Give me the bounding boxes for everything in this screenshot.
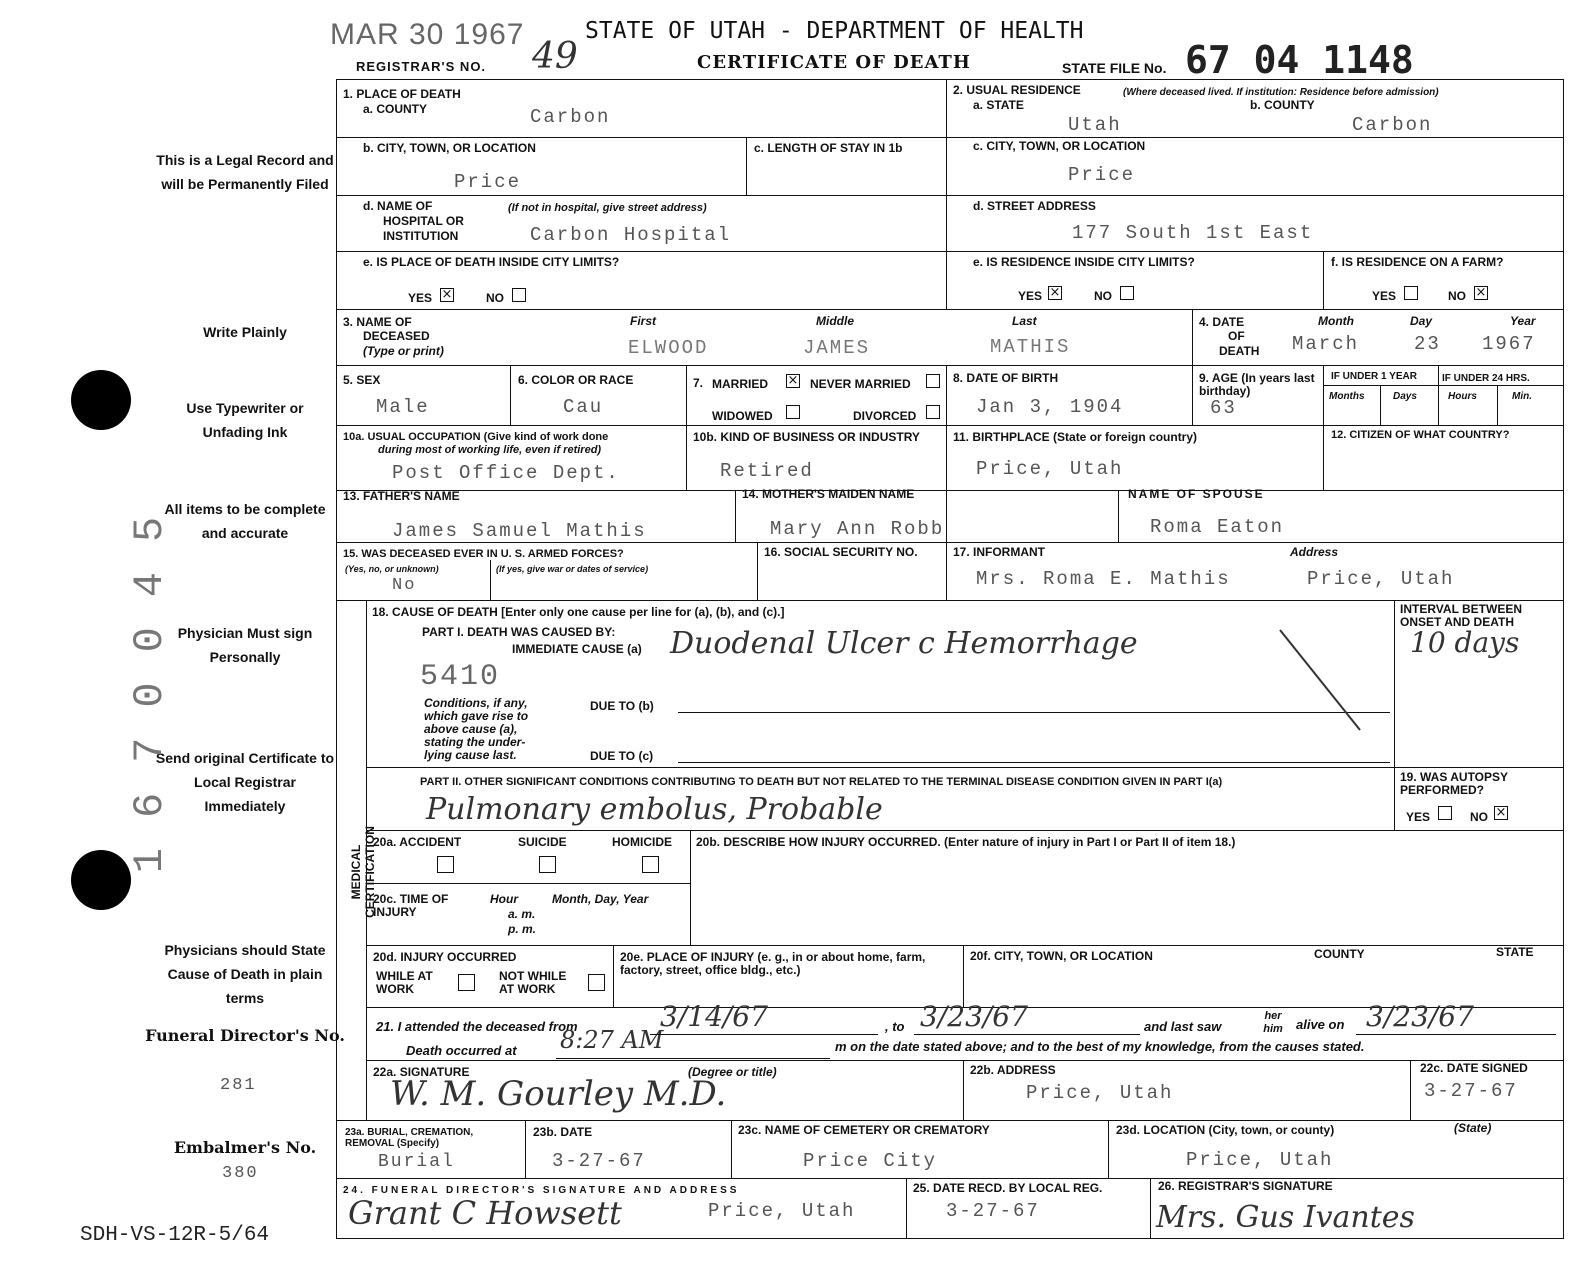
label-while-at-work: WHILE AT WORK bbox=[376, 969, 433, 996]
label-armed-forces-a: (Yes, no, or unknown) bbox=[345, 564, 439, 574]
label-name-of-deceased: 3. NAME OF bbox=[343, 315, 412, 329]
death-month-value: March bbox=[1292, 333, 1360, 355]
label-informant: 17. INFORMANT bbox=[953, 545, 1046, 559]
funeral-director-label: Funeral Director's No. bbox=[145, 1026, 345, 1045]
checkbox-married[interactable]: × bbox=[787, 373, 799, 388]
spouse-value: Roma Eaton bbox=[1150, 516, 1285, 538]
date-recd-value: 3-27-67 bbox=[946, 1200, 1040, 1222]
mother-value: Mary Ann Robb bbox=[770, 518, 945, 540]
label-length-of-stay: c. LENGTH OF STAY IN 1b bbox=[754, 141, 903, 155]
label-occurred-rest: m on the date stated above; and to the best of my knowledge, from the causes stated. bbox=[835, 1039, 1365, 1054]
certificate-title: CERTIFICATE OF DEATH bbox=[697, 52, 971, 73]
label-injury-county: COUNTY bbox=[1314, 947, 1365, 961]
phys-address-value: Price, Utah bbox=[1026, 1082, 1174, 1104]
death-day-value: 23 bbox=[1414, 333, 1441, 355]
label-year: Year bbox=[1510, 314, 1536, 328]
middle-name-value: JAMES bbox=[803, 337, 871, 359]
label-yes-autopsy: YES bbox=[1406, 810, 1431, 824]
label-race: 6. COLOR OR RACE bbox=[518, 373, 634, 387]
business-value: Retired bbox=[720, 460, 814, 482]
date-signed-value: 3-27-67 bbox=[1424, 1080, 1518, 1102]
label-institution: INSTITUTION bbox=[383, 229, 459, 243]
birthplace-value: Price, Utah bbox=[976, 458, 1124, 480]
checkbox-not-while-at-work[interactable] bbox=[588, 974, 605, 991]
label-business: 10b. KIND OF BUSINESS OR INDUSTRY bbox=[693, 430, 920, 444]
street-value: 177 South 1st East bbox=[1072, 222, 1314, 244]
immediate-cause-value: Duodenal Ulcer c Hemorrhage bbox=[670, 626, 1138, 661]
res-state-value: Utah bbox=[1068, 114, 1122, 136]
label-residence-note: (Where deceased lived. If institution: Residence before admission) bbox=[1123, 87, 1439, 98]
label-injury-occurred: 20d. INJURY OCCURRED bbox=[373, 950, 517, 964]
label-under-1-year: IF UNDER 1 YEAR bbox=[1331, 371, 1417, 382]
registrar-signature: Mrs. Gus Ivantes bbox=[1156, 1200, 1415, 1235]
medical-certification-label: MEDICAL CERTIFICATION bbox=[349, 826, 377, 918]
legal-record-note: This is a Legal Record and will be Permanently Filed bbox=[156, 152, 334, 192]
informant-value: Mrs. Roma E. Mathis bbox=[976, 568, 1231, 590]
write-plainly-note: Write Plainly bbox=[203, 324, 287, 340]
label-time-of-injury: 20c. TIME OF INJURY bbox=[373, 892, 449, 919]
label-occupation-2: during most of working life, even if retired) bbox=[378, 444, 602, 456]
label-res-county: b. COUNTY bbox=[1250, 98, 1315, 112]
form-code: SDH-VS-12R-5/64 bbox=[80, 1224, 270, 1247]
typewriter-note: Use Typewriter or Unfading Ink bbox=[186, 400, 304, 440]
registrar-no: 49 bbox=[532, 36, 578, 77]
label-last-saw: and last saw bbox=[1144, 1019, 1222, 1034]
funeral-director-no: 281 bbox=[220, 1076, 257, 1095]
label-city: b. CITY, TOWN, OR LOCATION bbox=[363, 141, 536, 155]
label-funeral-director-sig: 24. FUNERAL DIRECTOR'S SIGNATURE AND ADDRESS bbox=[343, 1185, 740, 1196]
label-armed-forces: 15. WAS DECEASED EVER IN U. S. ARMED FORCES? bbox=[343, 548, 624, 560]
cemetery-value: Price City bbox=[803, 1150, 938, 1172]
physician-signature: W. M. Gourley M.D. bbox=[390, 1074, 727, 1114]
label-spouse: NAME OF SPOUSE bbox=[1128, 487, 1265, 501]
checkbox-suicide[interactable] bbox=[539, 856, 556, 873]
punch-hole-top bbox=[71, 370, 131, 430]
funeral-director-signature: Grant C Howsett bbox=[348, 1194, 622, 1232]
label-conditions-1: Conditions, if any, bbox=[424, 696, 528, 710]
interval-value: 10 days bbox=[1410, 626, 1520, 659]
father-value: James Samuel Mathis bbox=[392, 520, 647, 542]
label-citizen: 12. CITIZEN OF WHAT COUNTRY? bbox=[1331, 429, 1510, 441]
label-alive-on: alive on bbox=[1296, 1017, 1345, 1032]
burial-value: Burial bbox=[378, 1152, 455, 1172]
hospital-value: Carbon Hospital bbox=[530, 224, 732, 246]
label-divorced: DIVORCED bbox=[853, 409, 917, 423]
death-time-value: 8:27 AM bbox=[560, 1026, 664, 1054]
label-attended: 21. I attended the deceased from bbox=[376, 1019, 578, 1034]
label-no-2f: NO bbox=[1448, 289, 1466, 303]
label-yes-2e: YES bbox=[1018, 289, 1043, 303]
label-months: Months bbox=[1329, 391, 1365, 402]
label-autopsy: 19. WAS AUTOPSY PERFORMED? bbox=[1400, 770, 1508, 797]
attended-from-value: 3/14/67 bbox=[660, 1000, 768, 1033]
label-part-1: PART I. DEATH WAS CAUSED BY: bbox=[422, 625, 616, 639]
checkbox-autopsy-no[interactable]: × bbox=[1495, 805, 1507, 820]
label-street: d. STREET ADDRESS bbox=[973, 199, 1096, 213]
age-value: 63 bbox=[1210, 397, 1237, 419]
label-yes-2f: YES bbox=[1372, 289, 1397, 303]
label-no-autopsy: NO bbox=[1470, 810, 1488, 824]
label-injury-city: 20f. CITY, TOWN, OR LOCATION bbox=[970, 949, 1153, 963]
first-name-value: ELWOOD bbox=[628, 337, 709, 359]
label-hours: Hours bbox=[1448, 391, 1477, 402]
checkbox-widowed[interactable] bbox=[786, 405, 800, 419]
label-her-him: her him bbox=[1263, 1010, 1283, 1035]
res-city-value: Price bbox=[1068, 164, 1136, 186]
punch-hole-bottom bbox=[71, 850, 131, 910]
label-7: 7. bbox=[693, 376, 704, 390]
complete-note: All items to be complete and accurate bbox=[164, 501, 326, 541]
label-conditions-3: above cause (a), bbox=[424, 722, 518, 736]
city-value: Price bbox=[454, 171, 522, 193]
send-original-note: Send original Certificate to Local Registrar Immediately bbox=[155, 750, 335, 814]
label-due-to-c: DUE TO (c) bbox=[590, 749, 654, 763]
label-sex: 5. SEX bbox=[343, 373, 381, 387]
county-value: Carbon bbox=[530, 106, 611, 128]
armed-forces-value: No bbox=[392, 576, 417, 595]
checkbox-2e-no[interactable] bbox=[1120, 286, 1134, 300]
label-res-state: a. STATE bbox=[973, 98, 1024, 112]
checkbox-never-married[interactable] bbox=[926, 374, 940, 388]
label-of: OF bbox=[1228, 329, 1245, 343]
label-conditions-5: lying cause last. bbox=[424, 748, 517, 762]
label-armed-forces-b: (If yes, give war or dates of service) bbox=[496, 564, 649, 574]
label-birthplace: 11. BIRTHPLACE (State or foreign country) bbox=[953, 430, 1198, 444]
informant-address-value: Price, Utah bbox=[1307, 568, 1455, 590]
funeral-director-address: Price, Utah bbox=[708, 1200, 856, 1222]
label-res-inside-city: e. IS RESIDENCE INSIDE CITY LIMITS? bbox=[973, 255, 1195, 269]
embalmer-label: Embalmer's No. bbox=[173, 1138, 317, 1157]
label-mdy: Month, Day, Year bbox=[552, 892, 649, 906]
other-conditions-value: Pulmonary embolus, Probable bbox=[426, 792, 883, 827]
vertical-number: 1670045 bbox=[126, 486, 174, 874]
label-min: Min. bbox=[1512, 391, 1532, 402]
state-cause-note: Physicians should State Cause of Death in plain terms bbox=[164, 942, 326, 1006]
state-file-no: 67 04 1148 bbox=[1185, 38, 1414, 82]
label-yes-1e: YES bbox=[408, 291, 433, 305]
checkbox-2e-yes[interactable]: × bbox=[1049, 285, 1061, 300]
label-conditions-4: stating the under- bbox=[424, 735, 526, 749]
state-file-label: STATE FILE No. bbox=[1062, 60, 1167, 76]
label-death-occurred: Death occurred at bbox=[406, 1043, 517, 1058]
label-last: Last bbox=[1012, 314, 1037, 328]
label-county: a. COUNTY bbox=[363, 102, 428, 116]
label-part-2: PART II. OTHER SIGNIFICANT CONDITIONS CONTRIBUTING TO DEATH BUT NOT RELATED TO THE TERMINAL DISEASE CONDITION GIVEN IN PART I(a) bbox=[420, 776, 1223, 788]
label-phys-address: 22b. ADDRESS bbox=[970, 1063, 1056, 1077]
label-injury-state: STATE bbox=[1496, 945, 1534, 959]
res-county-value: Carbon bbox=[1352, 114, 1433, 136]
label-cause-of-death: 18. CAUSE OF DEATH [Enter only one cause per line for (a), (b), and (c).] bbox=[372, 605, 785, 619]
label-hour: Hour bbox=[490, 892, 518, 906]
checkbox-2f-no[interactable]: × bbox=[1475, 285, 1487, 300]
label-cemetery-location: 23d. LOCATION (City, town, or county) bbox=[1116, 1123, 1335, 1137]
dob-value: Jan 3, 1904 bbox=[976, 396, 1124, 418]
label-registrar-sig: 26. REGISTRAR'S SIGNATURE bbox=[1158, 1179, 1333, 1193]
label-first: First bbox=[630, 314, 657, 328]
label-not-while-at-work: NOT WHILE AT WORK bbox=[499, 969, 567, 996]
label-ssn: 16. SOCIAL SECURITY NO. bbox=[764, 545, 918, 559]
checkbox-2f-yes[interactable] bbox=[1404, 286, 1418, 300]
death-year-value: 1967 bbox=[1482, 333, 1536, 355]
label-due-to-b: DUE TO (b) bbox=[590, 699, 654, 713]
label-name-of: d. NAME OF bbox=[363, 199, 433, 213]
label-homicide: HOMICIDE bbox=[612, 835, 672, 849]
label-describe-injury: 20b. DESCRIBE HOW INJURY OCCURRED. (Enter nature of injury in Part I or Part II of item 18.) bbox=[696, 835, 1236, 849]
cause-code: 5410 bbox=[420, 660, 501, 694]
label-interval: INTERVAL BETWEEN ONSET AND DEATH bbox=[1400, 602, 1523, 629]
label-type-or-print: (Type or print) bbox=[363, 344, 444, 358]
label-immediate-cause: IMMEDIATE CAUSE (a) bbox=[512, 642, 642, 656]
sex-value: Male bbox=[376, 396, 430, 418]
label-usual-residence: 2. USUAL RESIDENCE bbox=[953, 83, 1081, 97]
label-place-of-death: 1. PLACE OF DEATH bbox=[343, 87, 461, 101]
label-suicide: SUICIDE bbox=[518, 835, 567, 849]
label-mother: 14. MOTHER'S MAIDEN NAME bbox=[742, 487, 915, 501]
cemetery-location-value: Price, Utah bbox=[1186, 1149, 1334, 1171]
label-age: 9. AGE (In years last birthday) bbox=[1199, 371, 1315, 398]
embalmer-no: 380 bbox=[222, 1164, 259, 1183]
label-middle: Middle bbox=[816, 314, 854, 328]
label-conditions-2: which gave rise to bbox=[424, 709, 529, 723]
received-stamp: MAR 30 1967 bbox=[330, 18, 525, 51]
label-death: DEATH bbox=[1219, 344, 1260, 358]
label-no-2e: NO bbox=[1094, 289, 1112, 303]
label-hospital-note: (If not in hospital, give street address) bbox=[508, 202, 707, 214]
label-days: Days bbox=[1393, 391, 1417, 402]
label-cemetery: 23c. NAME OF CEMETERY OR CREMATORY bbox=[738, 1123, 990, 1137]
checkbox-accident[interactable] bbox=[437, 856, 454, 873]
label-burial: 23a. BURIAL, CREMATION, REMOVAL (Specify) bbox=[345, 1127, 474, 1149]
checkbox-1e-yes[interactable]: × bbox=[441, 287, 453, 302]
cause-strike-line bbox=[1270, 620, 1370, 740]
label-inside-city: e. IS PLACE OF DEATH INSIDE CITY LIMITS? bbox=[363, 255, 620, 269]
checkbox-autopsy-yes[interactable] bbox=[1438, 806, 1452, 820]
alive-on-value: 3/23/67 bbox=[1366, 1000, 1474, 1033]
label-widowed: WIDOWED bbox=[712, 409, 773, 423]
burial-date-value: 3-27-67 bbox=[552, 1150, 646, 1172]
label-res-city: c. CITY, TOWN, OR LOCATION bbox=[973, 139, 1146, 153]
label-day: Day bbox=[1410, 314, 1433, 328]
label-occupation: 10a. USUAL OCCUPATION (Give kind of work done bbox=[343, 431, 609, 443]
label-date-recd: 25. DATE RECD. BY LOCAL REG. bbox=[913, 1181, 1103, 1195]
label-farm: f. IS RESIDENCE ON A FARM? bbox=[1331, 255, 1504, 269]
label-pm: p. m. bbox=[508, 922, 537, 936]
label-place-of-injury: 20e. PLACE OF INJURY (e. g., in or about home, farm, factory, street, office bldg., etc.) bbox=[620, 950, 926, 977]
label-father: 13. FATHER'S NAME bbox=[343, 489, 460, 503]
label-degree: (Degree or title) bbox=[688, 1065, 777, 1079]
label-date-of-birth: 8. DATE OF BIRTH bbox=[953, 371, 1059, 385]
label-deceased: DECEASED bbox=[363, 329, 430, 343]
form-title: STATE OF UTAH - DEPARTMENT OF HEALTH bbox=[585, 18, 1084, 44]
checkbox-homicide[interactable] bbox=[642, 856, 659, 873]
label-no-1e: NO bbox=[486, 291, 504, 305]
label-cemetery-state: (State) bbox=[1454, 1121, 1492, 1135]
label-address: Address bbox=[1290, 545, 1339, 559]
label-under-24-hrs: IF UNDER 24 HRS. bbox=[1442, 373, 1530, 384]
label-married: MARRIED bbox=[712, 377, 768, 391]
label-to: , to bbox=[885, 1019, 905, 1034]
registrar-no-label: REGISTRAR'S NO. bbox=[356, 59, 487, 74]
label-signature: 22a. SIGNATURE bbox=[373, 1065, 470, 1079]
last-name-value: MATHIS bbox=[990, 336, 1071, 358]
label-date-of-death: 4. DATE bbox=[1199, 315, 1245, 329]
checkbox-while-at-work[interactable] bbox=[458, 974, 475, 991]
label-am: a. m. bbox=[508, 907, 536, 921]
occupation-value: Post Office Dept. bbox=[392, 462, 620, 484]
label-hospital-or: HOSPITAL OR bbox=[383, 214, 464, 228]
checkbox-divorced[interactable] bbox=[926, 405, 940, 419]
checkbox-1e-no[interactable] bbox=[512, 288, 526, 302]
label-burial-date: 23b. DATE bbox=[533, 1125, 593, 1139]
label-accident: 20a. ACCIDENT bbox=[373, 835, 462, 849]
race-value: Cau bbox=[563, 396, 604, 418]
label-never-married: NEVER MARRIED bbox=[810, 377, 911, 391]
label-month: Month bbox=[1318, 314, 1354, 328]
label-date-signed: 22c. DATE SIGNED bbox=[1420, 1061, 1528, 1075]
physician-sign-note: Physician Must sign Personally bbox=[177, 625, 313, 665]
attended-to-value: 3/23/67 bbox=[920, 1000, 1028, 1033]
